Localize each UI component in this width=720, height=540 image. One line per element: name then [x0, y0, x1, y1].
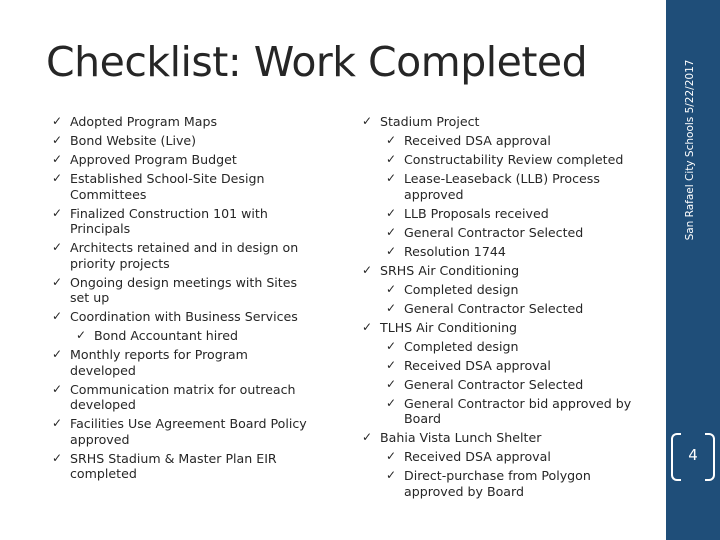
checklist-item [52, 275, 314, 306]
checklist-item [52, 171, 314, 202]
checklist-item-text: LLB Proposals received [404, 205, 549, 221]
checklist-item-text: Received DSA approval [404, 357, 551, 373]
checklist-item-text: General Contractor Selected [404, 300, 584, 316]
checkmark-icon: ✓ [52, 152, 63, 166]
checkmark-icon: ✓ [386, 357, 397, 372]
checkmark-icon: ✓ [52, 274, 63, 289]
checkmark-icon: ✓ [386, 171, 397, 185]
checklist-item-text: General Contractor Selected [404, 376, 584, 392]
checkmark-icon: ✓ [76, 328, 87, 342]
checklist-item [52, 133, 314, 149]
checklist-item-text: SRHS Stadium & Master Plan EIR completed [70, 450, 277, 481]
checklist-item [386, 244, 652, 260]
checkmark-icon: ✓ [386, 152, 397, 166]
checklist-item [52, 347, 314, 378]
right-bracket [705, 433, 715, 481]
checklist-item [362, 263, 652, 279]
page-number-badge [671, 433, 715, 479]
checkmark-icon: ✓ [386, 300, 397, 315]
checkmark-icon: ✓ [386, 376, 397, 391]
checklist-item [52, 382, 314, 413]
checklist-item-text: Received DSA approval [404, 133, 551, 148]
checkmark-icon: ✓ [386, 338, 397, 353]
checkmark-icon: ✓ [362, 430, 373, 444]
checklist-item-text: Communication matrix for outreach developed [70, 381, 296, 412]
checklist-item-text: Adopted Program Maps [70, 114, 218, 129]
checkmark-icon: ✓ [52, 114, 63, 128]
footer-text: San Rafael City Schools 5/22/2017 [684, 59, 696, 241]
checklist-item-text: Received DSA approval [404, 449, 551, 464]
checklist-item-text: Stadium Project [380, 114, 480, 129]
checklist-item-text: Resolution 1744 [404, 243, 506, 259]
checklist-item-text: Ongoing design meetings with Sites set up [70, 274, 298, 305]
checklist-item [386, 301, 652, 317]
right-checklist [362, 114, 652, 503]
checklist-item [52, 240, 314, 271]
checklist-item-text: Coordination with Business Services [70, 309, 298, 324]
checklist-item [362, 114, 652, 130]
checkmark-icon: ✓ [386, 395, 397, 410]
checkmark-icon: ✓ [386, 449, 397, 463]
checkmark-icon: ✓ [386, 205, 397, 220]
checklist-item [386, 133, 652, 149]
checklist-item [52, 152, 314, 168]
left-checklist [52, 114, 314, 485]
checklist-item-text: Monthly reports for Program developed [70, 347, 248, 378]
checkmark-icon: ✓ [386, 133, 397, 147]
checklist-item-text: Completed design [404, 281, 519, 297]
checkmark-icon: ✓ [52, 416, 63, 430]
checklist-item [362, 320, 652, 336]
checklist-item [386, 152, 652, 168]
checklist-item-text: SRHS Air Conditioning [380, 262, 520, 278]
checkmark-icon: ✓ [362, 319, 373, 334]
checklist-item-text: Facilities Use Agreement Board Policy approved [70, 416, 307, 447]
checklist-item-text: Approved Program Budget [70, 152, 237, 167]
checklist-item [386, 206, 652, 222]
checkmark-icon: ✓ [52, 309, 63, 323]
checklist-item [76, 328, 314, 344]
checkmark-icon: ✓ [362, 262, 373, 277]
checklist-item [52, 416, 314, 447]
checklist-item [52, 451, 314, 482]
checkmark-icon: ✓ [52, 381, 63, 396]
checklist-item [386, 339, 652, 355]
checklist-item [386, 449, 652, 465]
checklist-item-text: Completed design [404, 338, 519, 354]
checkmark-icon: ✓ [52, 133, 63, 147]
checkmark-icon: ✓ [386, 243, 397, 258]
checkmark-icon: ✓ [52, 171, 63, 185]
checklist-item-text: Finalized Construction 101 with Principals [70, 205, 268, 236]
checkmark-icon: ✓ [386, 224, 397, 239]
checklist-item [386, 171, 652, 202]
checklist-item-text: Bond Website (Live) [70, 133, 197, 148]
checkmark-icon: ✓ [386, 281, 397, 296]
checkmark-icon: ✓ [52, 347, 63, 361]
checklist-item-text: Established School-Site Design Committees [70, 171, 265, 202]
checklist-item-text: Direct-purchase from Polygon approved by Board [404, 468, 591, 499]
checkmark-icon: ✓ [52, 240, 63, 254]
checkmark-icon: ✓ [362, 114, 373, 128]
checklist-item [52, 206, 314, 237]
checkmark-icon: ✓ [52, 205, 63, 220]
checklist-item-text: Architects retained and in design on priority projects [70, 240, 299, 271]
checklist-item-text: General Contractor bid approved by Board [404, 395, 632, 426]
checklist-item [52, 114, 314, 130]
checkmark-icon: ✓ [52, 450, 63, 465]
checklist-item-text: Bahia Vista Lunch Shelter [380, 430, 542, 445]
checklist-item-text: Lease-Leaseback (LLB) Process approved [404, 171, 600, 202]
checklist-item-text: Constructability Review completed [404, 152, 624, 167]
page-number: 4 [688, 446, 698, 464]
checklist-item-text: Bond Accountant hired [94, 328, 238, 343]
checklist-item [386, 377, 652, 393]
page-title: Checklist: Work Completed [46, 38, 588, 86]
checklist-item [386, 282, 652, 298]
checklist-item [52, 309, 314, 325]
checklist-item [386, 468, 652, 499]
checklist-item [386, 225, 652, 241]
checklist-item-text: TLHS Air Conditioning [380, 319, 518, 335]
checkmark-icon: ✓ [386, 468, 397, 482]
checklist-item [386, 396, 652, 427]
checklist-item [362, 430, 652, 446]
checklist-item [386, 358, 652, 374]
checklist-item-text: General Contractor Selected [404, 224, 584, 240]
